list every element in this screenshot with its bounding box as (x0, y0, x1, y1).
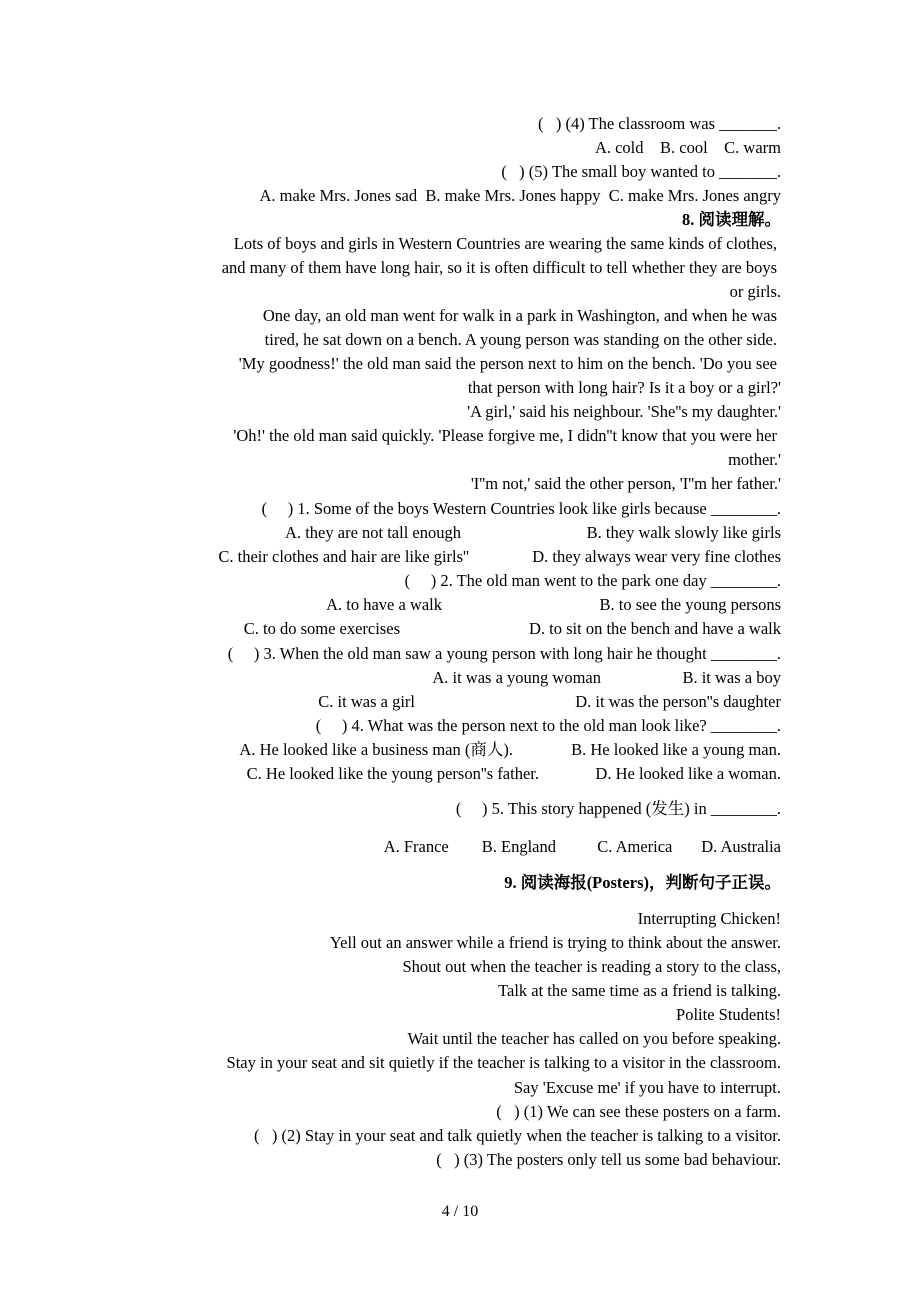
section-9-heading: 9. 阅读海报(Posters)，判断句子正误。 (504, 873, 781, 892)
poster-line: Say 'Excuse me' if you have to interrupt. (513, 1078, 781, 1097)
s8-question-4: ( ) 4. What was the person next to the old man look like? ________. (315, 716, 781, 735)
poster-line: Stay in your seat and sit quietly if the teacher is talking to a visitor in the classroom. (226, 1053, 781, 1072)
s8-q1-option-c: C. their clothes and hair are like girls'' (218, 547, 469, 566)
s8-q4-option-c: C. He looked like the young person''s father. (246, 764, 539, 783)
poster-title-polite: Polite Students! (676, 1005, 781, 1024)
s8-q3-option-d: D. it was the person''s daughter (575, 692, 781, 711)
s7-question-4: ( ) (4) The classroom was _______. (537, 114, 781, 133)
s8-q1-option-d: D. they always wear very fine clothes (532, 547, 781, 566)
s8-q1-option-b: B. they walk slowly like girls (586, 523, 781, 542)
poster-line: Shout out when the teacher is reading a story to the class, (402, 957, 781, 976)
s8-q4-option-b: B. He looked like a young man. (571, 740, 781, 759)
section-8-heading: 8. 阅读理解。 (682, 210, 781, 229)
s8-q1-option-a: A. they are not tall enough (285, 523, 461, 542)
s7-question-5-options: A. make Mrs. Jones sad B. make Mrs. Jones happy C. make Mrs. Jones angry (259, 186, 781, 205)
s8-question-3: ( ) 3. When the old man saw a young person with long hair he thought ________. (227, 644, 781, 663)
s9-question-2: ( ) (2) Stay in your seat and talk quietly when the teacher is talking to a visitor. (254, 1126, 781, 1145)
passage-line: that person with long hair? Is it a boy or a girl?' (467, 378, 781, 397)
s9-question-1: ( ) (1) We can see these posters on a farm. (496, 1102, 781, 1121)
s8-q3-option-c: C. it was a girl (318, 692, 415, 711)
s8-question-5-options: A. France B. England C. America D. Australia (383, 837, 781, 856)
s8-question-5: ( ) 5. This story happened (发生) in ________. (455, 799, 781, 818)
s8-q2-option-c: C. to do some exercises (243, 619, 400, 638)
s7-question-4-options: A. cold B. cool C. warm (594, 138, 781, 157)
passage-line: 'Oh!' the old man said quickly. 'Please forgive me, I didn''t know that you were her (233, 426, 777, 445)
passage-line: 'My goodness!' the old man said the person next to him on the bench. 'Do you see (238, 354, 777, 373)
passage-line: Lots of boys and girls in Western Countries are wearing the same kinds of clothes, (233, 234, 777, 253)
passage-line: and many of them have long hair, so it is often difficult to tell whether they are boys (221, 258, 777, 277)
s8-q2-option-a: A. to have a walk (326, 595, 442, 614)
s8-q3-option-a: A. it was a young woman (432, 668, 601, 687)
passage-line: mother.' (728, 450, 781, 469)
s9-question-3: ( ) (3) The posters only tell us some bad behaviour. (436, 1150, 781, 1169)
passage-line: One day, an old man went for walk in a park in Washington, and when he was (262, 306, 777, 325)
passage-line: 'A girl,' said his neighbour. 'She''s my daughter.' (467, 402, 781, 421)
page-number: 4 / 10 (441, 1203, 479, 1220)
s8-q2-option-b: B. to see the young persons (599, 595, 781, 614)
s7-question-5: ( ) (5) The small boy wanted to _______. (501, 162, 781, 181)
poster-line: Talk at the same time as a friend is talking. (498, 981, 781, 1000)
passage-line: or girls. (729, 282, 781, 301)
s8-q4-option-d: D. He looked like a woman. (595, 764, 781, 783)
s8-q2-option-d: D. to sit on the bench and have a walk (528, 619, 781, 638)
poster-line: Wait until the teacher has called on you before speaking. (407, 1029, 781, 1048)
passage-line: tired, he sat down on a bench. A young person was standing on the other side. (264, 330, 777, 349)
s8-q4-option-a: A. He looked like a business man (商人). (239, 740, 513, 759)
s8-q3-option-b: B. it was a boy (682, 668, 781, 687)
poster-line: Yell out an answer while a friend is trying to think about the answer. (329, 933, 781, 952)
s8-question-2: ( ) 2. The old man went to the park one day ________. (404, 571, 781, 590)
s8-question-1: ( ) 1. Some of the boys Western Countries look like girls because ________. (261, 499, 781, 518)
poster-title-interrupting: Interrupting Chicken! (637, 909, 781, 928)
passage-line: 'I''m not,' said the other person, 'I''m her father.' (470, 474, 781, 493)
